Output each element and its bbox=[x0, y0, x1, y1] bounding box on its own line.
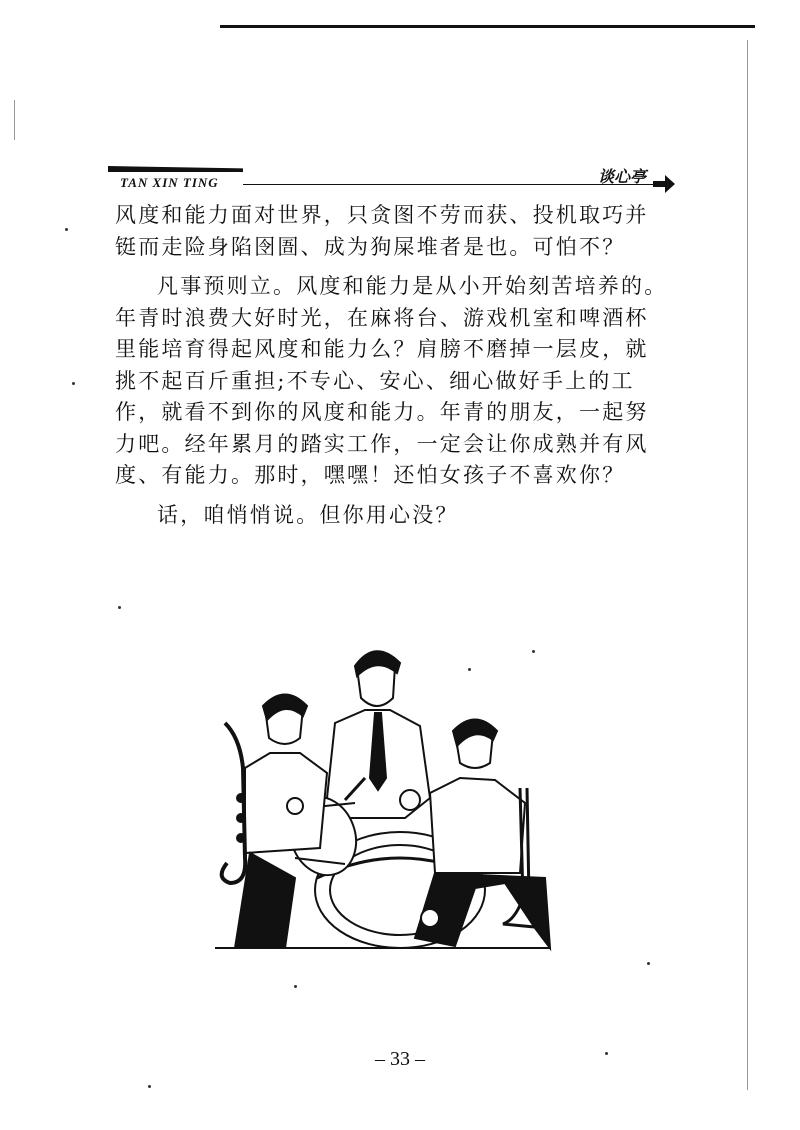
header-decor-bar bbox=[108, 166, 243, 172]
scan-speck bbox=[72, 382, 75, 385]
arrow-right-icon bbox=[653, 175, 675, 193]
body-text bbox=[115, 200, 670, 531]
scan-edge-line bbox=[14, 100, 15, 140]
paragraph: 话，咱悄悄说。但你用心没？ bbox=[157, 502, 459, 527]
running-header bbox=[108, 158, 673, 198]
paragraph: 凡事预则立。风度和能力是从小开始刻苦培养的。年青时浪费大好时光，在麻将台、游戏机室和啤酒杯里能培育得起风度和能力么？肩膀不磨掉一层皮，就挑不起百斤重担;不专心、安心、细心做好手上的工作，就看不到你的风度和能力。年青的朋友，一起努力吧。经年累月的踏实工作，一定会让你成熟并有风度、有能力。那时，嘿嘿！还怕女孩子不喜欢你？ bbox=[115, 274, 668, 487]
top-rule bbox=[220, 25, 755, 28]
band-musicians-illustration bbox=[205, 628, 555, 958]
header-left-text: TAN XIN TING bbox=[120, 175, 219, 190]
paragraph: 风度和能力面对世界，只贪图不劳而获、投机取巧并铤而走险身陷囹圄、成为狗屎堆者是也。可怕不？ bbox=[115, 203, 649, 259]
scan-edge-line bbox=[747, 40, 748, 1090]
scan-speck bbox=[65, 228, 68, 231]
page-number: – 33 – bbox=[375, 1048, 425, 1070]
scan-speck bbox=[148, 1085, 151, 1088]
scan-speck bbox=[294, 985, 297, 988]
scan-speck bbox=[118, 606, 121, 609]
header-right-text: 谈心亭 bbox=[598, 167, 647, 186]
scan-speck bbox=[647, 962, 650, 965]
